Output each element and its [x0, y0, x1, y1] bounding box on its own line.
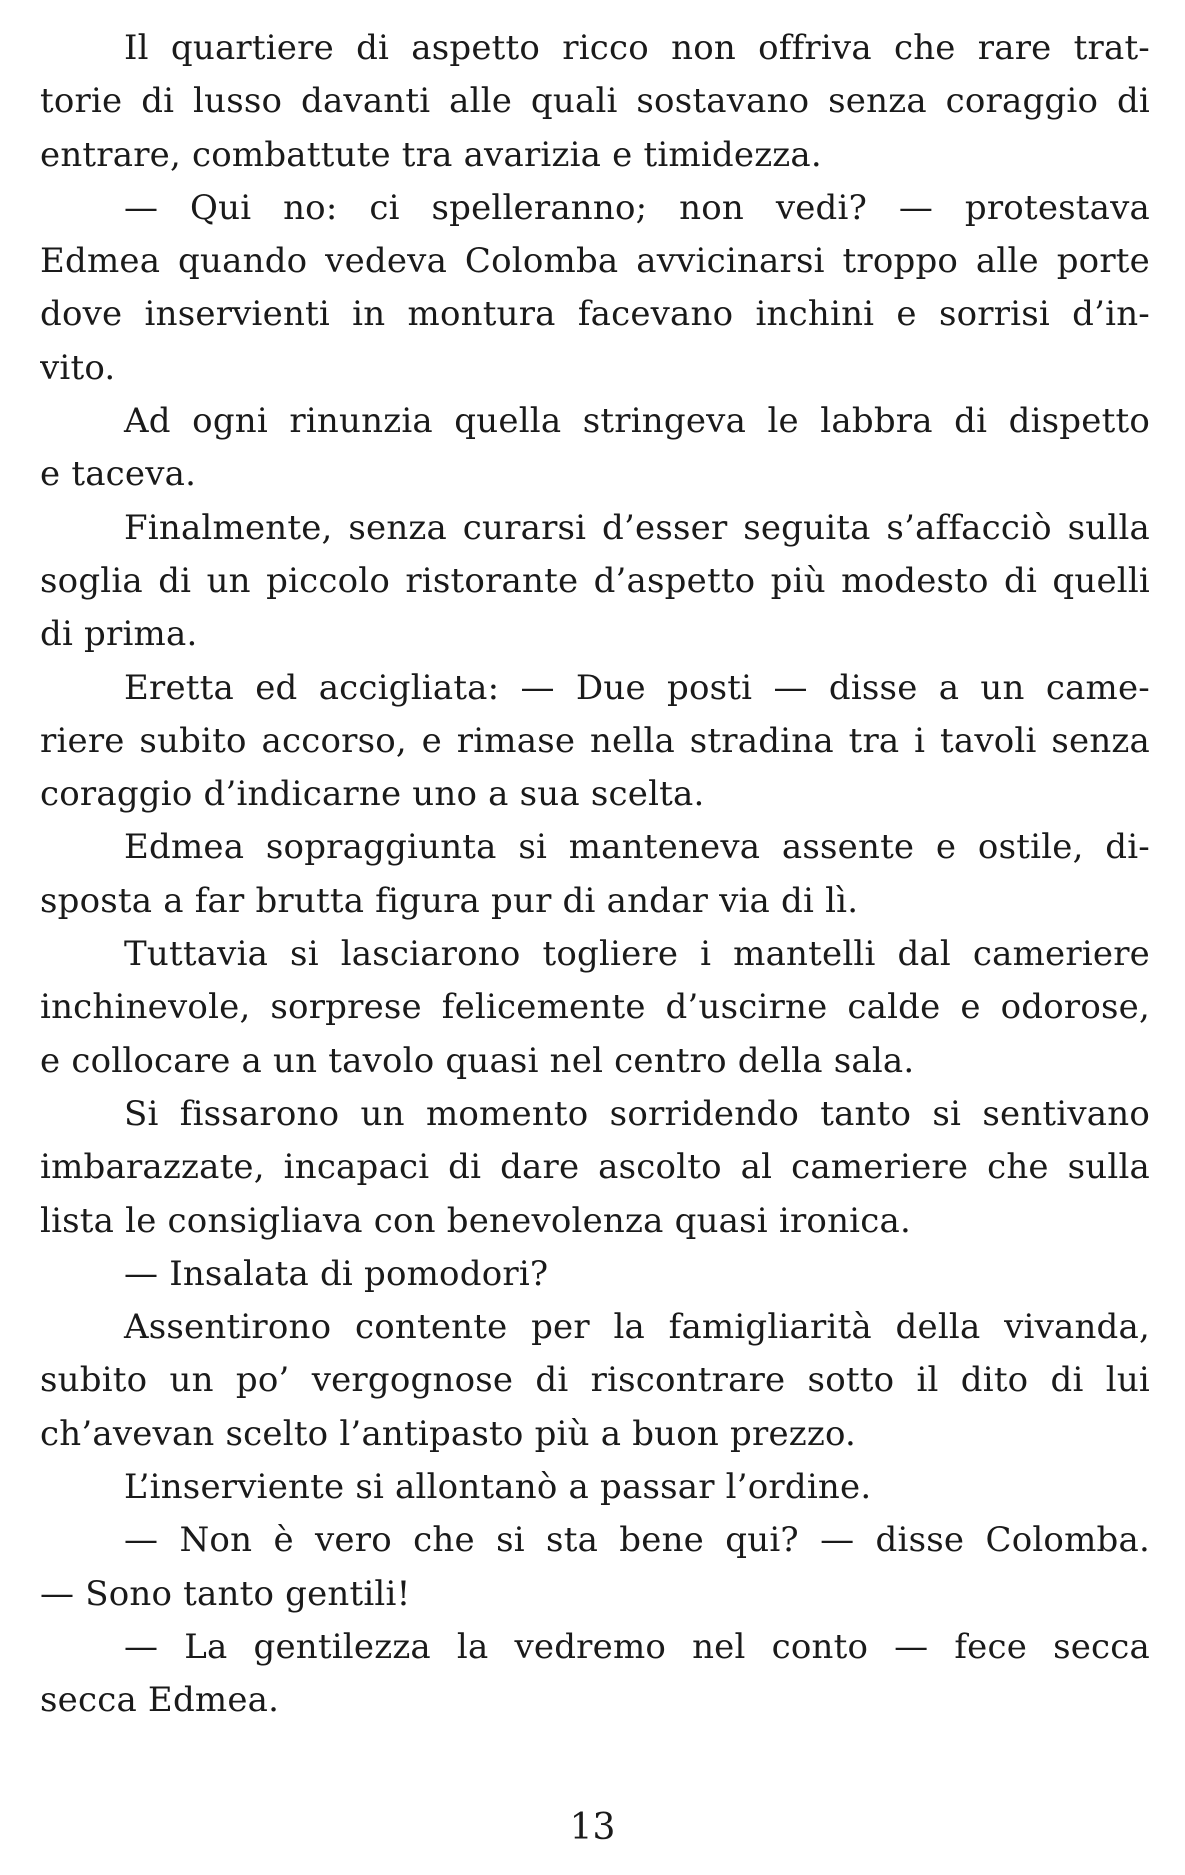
- text-line: dove inservienti in montura facevano inchini e sorrisi d’in-: [40, 294, 1150, 335]
- text-line: Assentirono contente per la famigliarità della vivanda,: [124, 1307, 1150, 1348]
- text-line: Finalmente, senza curarsi d’esser seguita s’affacciò sulla: [124, 507, 1150, 548]
- text-line: — Sono tanto gentili!: [40, 1573, 411, 1614]
- text-line: — Non è vero che si sta bene qui? — disse Colomba.: [124, 1520, 1150, 1561]
- text-line: L’inserviente si allontanò a passar l’ordine.: [124, 1467, 872, 1508]
- text-line: sposta a far brutta figura pur di andar via di lì.: [40, 880, 859, 921]
- text-line: e collocare a un tavolo quasi nel centro della sala.: [40, 1040, 915, 1081]
- text-line: torie di lusso davanti alle quali sostavano senza coraggio di: [40, 81, 1150, 122]
- text-line: riere subito accorso, e rimase nella stradina tra i tavoli senza: [40, 720, 1150, 761]
- text-line: Ad ogni rinunzia quella stringeva le labbra di dispetto: [124, 401, 1150, 442]
- text-line: Si fissarono un momento sorridendo tanto si sentivano: [124, 1093, 1150, 1134]
- text-line: soglia di un piccolo ristorante d’aspetto più modesto di quelli: [40, 560, 1150, 601]
- text-line: — Qui no: ci spelleranno; non vedi? — protestava: [124, 187, 1150, 228]
- text-line: secca Edmea.: [40, 1680, 280, 1721]
- text-line: e taceva.: [40, 454, 197, 495]
- text-line: coraggio d’indicarne uno a sua scelta.: [40, 774, 705, 815]
- body-text: [40, 22, 1150, 1728]
- text-line: di prima.: [40, 614, 198, 655]
- text-line: Edmea sopraggiunta si manteneva assente e ostile, di-: [124, 827, 1150, 868]
- text-line: subito un po’ vergognose di riscontrare sotto il dito di lui: [40, 1360, 1150, 1401]
- text-line: Tuttavia si lasciarono togliere i mantelli dal cameriere: [124, 934, 1150, 975]
- text-line: lista le consigliava con benevolenza quasi ironica.: [40, 1200, 911, 1241]
- text-line: entrare, combattute tra avarizia e timidezza.: [40, 134, 822, 175]
- text-line: vito.: [40, 347, 116, 388]
- text-line: Edmea quando vedeva Colomba avvicinarsi troppo alle porte: [40, 241, 1150, 282]
- text-line: ch’avevan scelto l’antipasto più a buon prezzo.: [40, 1413, 857, 1454]
- text-line: — Insalata di pomodori?: [124, 1253, 549, 1294]
- text-line: inchinevole, sorprese felicemente d’uscirne calde e odorose,: [40, 987, 1150, 1028]
- text-line: Il quartiere di aspetto ricco non offriva che rare trat-: [124, 28, 1150, 68]
- text-line: — La gentilezza la vedremo nel conto — fece secca: [124, 1626, 1150, 1667]
- text-line: imbarazzate, incapaci di dare ascolto al cameriere che sulla: [40, 1147, 1150, 1188]
- page-number: 13: [569, 1807, 616, 1848]
- text-line: Eretta ed accigliata: — Due posti — disse a un came-: [124, 667, 1150, 708]
